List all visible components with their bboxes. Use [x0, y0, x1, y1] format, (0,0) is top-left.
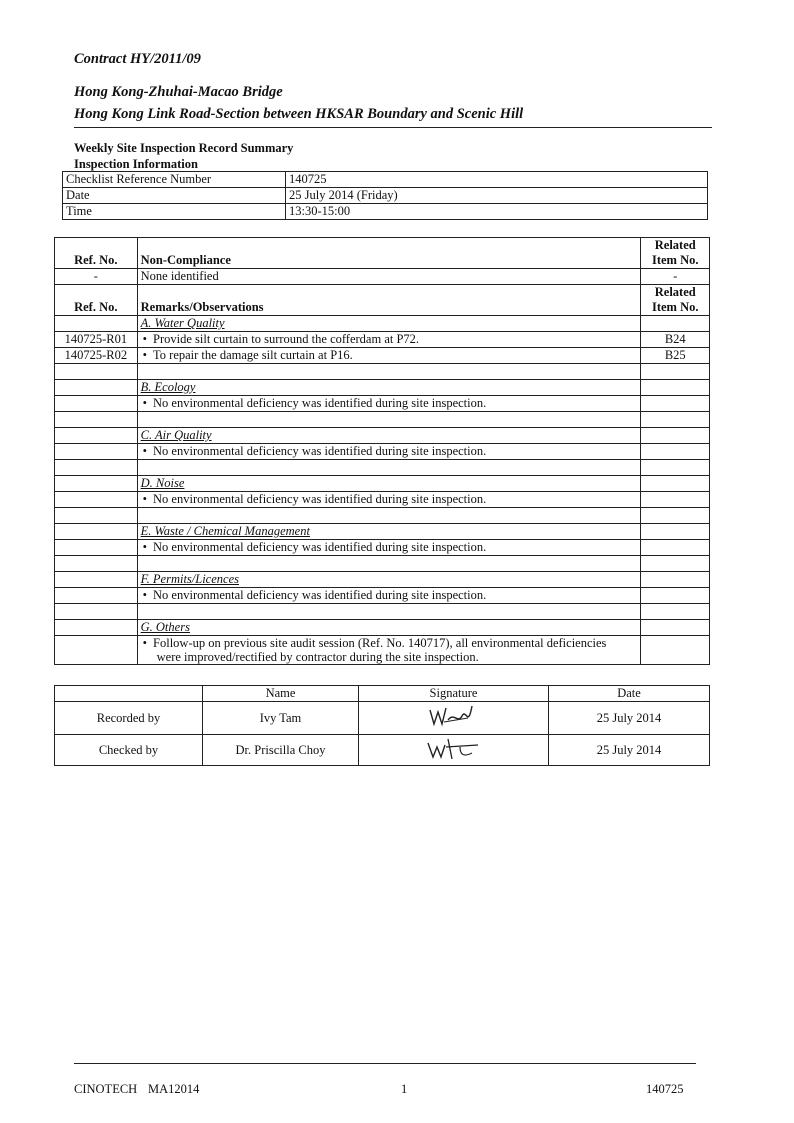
section-title-row — [55, 476, 710, 492]
ref-cell: 140725-R01 — [55, 332, 138, 348]
item-cell: B25 — [641, 348, 710, 364]
header-divider — [74, 127, 712, 128]
section-title: E. Waste / Chemical Management — [137, 524, 641, 540]
inspection-info-table — [62, 171, 708, 220]
info-label: Date — [63, 188, 286, 204]
item-no-label: Item No. — [651, 253, 699, 267]
remark-line: • Follow-up on previous site audit session (Ref. No. 140717), all environmental deficiencies — [141, 636, 607, 650]
ref-no-header: Ref. No. — [55, 238, 138, 269]
table-header-row — [55, 285, 710, 316]
info-label: Time — [63, 204, 286, 220]
signoff-table — [54, 685, 710, 766]
table-row — [55, 348, 710, 364]
footer-code: MA12014 — [148, 1082, 200, 1096]
handwritten-signature-icon — [424, 702, 484, 730]
blank-row — [55, 508, 710, 524]
section-title-row — [55, 620, 710, 636]
noncompliance-text: None identified — [137, 269, 641, 285]
ref-cell: - — [55, 269, 138, 285]
remark-text: • No environmental deficiency was identified during site inspection. — [137, 492, 641, 508]
related-label: Related — [654, 285, 696, 299]
project-name: Hong Kong-Zhuhai-Macao Bridge — [74, 84, 283, 100]
signer-name: Ivy Tam — [203, 702, 359, 735]
role-label: Recorded by — [55, 702, 203, 735]
section-title-row — [55, 572, 710, 588]
remark-text-multiline — [137, 636, 641, 665]
section-title: C. Air Quality — [137, 428, 641, 444]
remark-text: • Provide silt curtain to surround the cofferdam at P72. — [137, 332, 641, 348]
blank-row — [55, 556, 710, 572]
info-row — [63, 204, 708, 220]
table-row — [55, 269, 710, 285]
blank-row — [55, 364, 710, 380]
section-title: B. Ecology — [137, 380, 641, 396]
table-header-row — [55, 238, 710, 269]
blank-row — [55, 460, 710, 476]
handwritten-signature-icon — [424, 735, 484, 761]
table-row — [55, 540, 710, 556]
noncompliance-header: Non-Compliance — [137, 238, 641, 269]
related-item-header — [641, 285, 710, 316]
footer-ref: 140725 — [646, 1082, 684, 1096]
section-title: G. Others — [137, 620, 641, 636]
table-row — [55, 588, 710, 604]
signoff-row — [55, 735, 710, 766]
sign-date: 25 July 2014 — [549, 735, 710, 766]
signature-header: Signature — [359, 686, 549, 702]
signoff-header-row — [55, 686, 710, 702]
info-row — [63, 188, 708, 204]
signer-name: Dr. Priscilla Choy — [203, 735, 359, 766]
remarks-table — [54, 237, 710, 665]
table-row — [55, 332, 710, 348]
ref-no-header: Ref. No. — [55, 285, 138, 316]
item-cell: B24 — [641, 332, 710, 348]
remark-text: • No environmental deficiency was identified during site inspection. — [137, 396, 641, 412]
related-item-header — [641, 238, 710, 269]
project-section: Hong Kong Link Road-Section between HKSAR Boundary and Scenic Hill — [74, 106, 524, 122]
table-row — [55, 636, 710, 665]
remark-line: were improved/rectified by contractor during the site inspection. — [156, 650, 479, 664]
section-title-row — [55, 428, 710, 444]
info-value: 25 July 2014 (Friday) — [286, 188, 708, 204]
document-title: Weekly Site Inspection Record Summary — [74, 141, 294, 155]
info-value: 140725 — [286, 172, 708, 188]
section-title: F. Permits/Licences — [137, 572, 641, 588]
table-row — [55, 396, 710, 412]
signature-cell — [359, 702, 549, 735]
name-header: Name — [203, 686, 359, 702]
sign-date: 25 July 2014 — [549, 702, 710, 735]
info-row — [63, 172, 708, 188]
info-label: Checklist Reference Number — [63, 172, 286, 188]
blank-row — [55, 412, 710, 428]
ref-cell: 140725-R02 — [55, 348, 138, 364]
item-cell: - — [641, 269, 710, 285]
role-label: Checked by — [55, 735, 203, 766]
contract-number: Contract HY/2011/09 — [74, 51, 201, 67]
blank-row — [55, 604, 710, 620]
section-title-row — [55, 524, 710, 540]
date-header: Date — [549, 686, 710, 702]
section-title-row — [55, 380, 710, 396]
footer-divider — [74, 1063, 696, 1064]
remark-text: • No environmental deficiency was identified during site inspection. — [137, 444, 641, 460]
remark-text: • No environmental deficiency was identified during site inspection. — [137, 588, 641, 604]
remark-text: • To repair the damage silt curtain at P16. — [137, 348, 641, 364]
table-row — [55, 492, 710, 508]
section-title-row — [55, 316, 710, 332]
remarks-header: Remarks/Observations — [137, 285, 641, 316]
signoff-row — [55, 702, 710, 735]
related-label: Related — [654, 238, 696, 252]
section-title: A. Water Quality — [137, 316, 641, 332]
signature-cell — [359, 735, 549, 766]
page-number: 1 — [401, 1082, 408, 1096]
info-value: 13:30-15:00 — [286, 204, 708, 220]
table-row — [55, 444, 710, 460]
remark-text: • No environmental deficiency was identified during site inspection. — [137, 540, 641, 556]
footer-company: CINOTECH — [74, 1082, 138, 1096]
info-heading: Inspection Information — [74, 157, 198, 171]
item-no-label: Item No. — [651, 300, 699, 314]
section-title: D. Noise — [137, 476, 641, 492]
